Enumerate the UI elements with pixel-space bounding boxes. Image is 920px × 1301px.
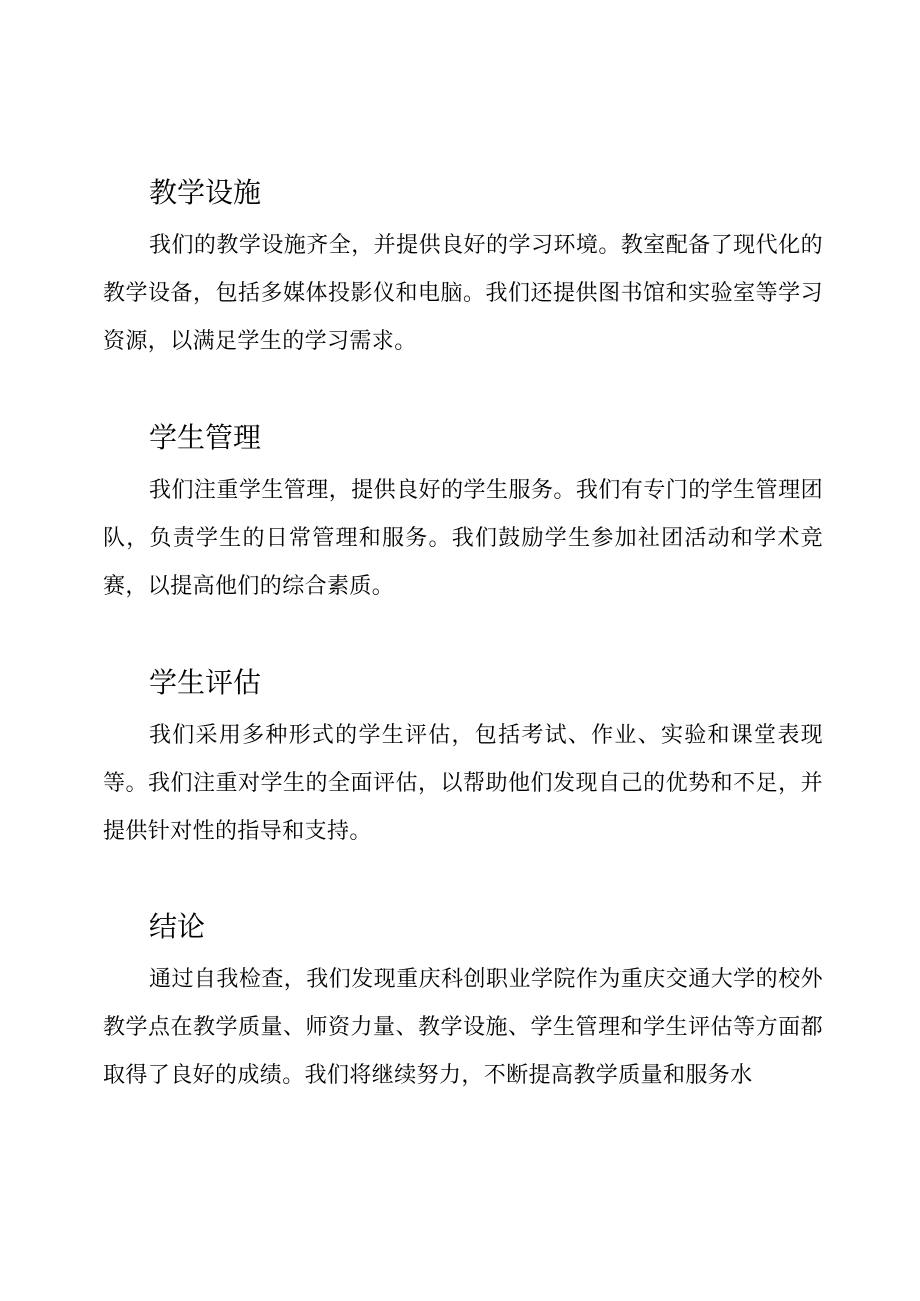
section-paragraph: 我们注重学生管理，提供良好的学生服务。我们有专门的学生管理团队，负责学生的日常管理和服务。我们鼓励学生参加社团活动和学术竞赛，以提高他们的综合素质。 <box>103 478 823 599</box>
section-student-management <box>103 421 823 611</box>
section-conclusion <box>103 910 823 1100</box>
section-heading: 学生管理 <box>149 421 262 454</box>
section-paragraph: 我们采用多种形式的学生评估，包括考试、作业、实验和课堂表现等。我们注重对学生的全面评估，以帮助他们发现自己的优势和不足，并提供针对性的指导和支持。 <box>103 723 823 844</box>
section-student-evaluation <box>103 666 823 856</box>
section-heading: 教学设施 <box>149 176 262 209</box>
section-teaching-facilities <box>103 176 823 366</box>
section-heading: 学生评估 <box>149 666 262 699</box>
section-paragraph: 我们的教学设施齐全，并提供良好的学习环境。教室配备了现代化的教学设备，包括多媒体投影仪和电脑。我们还提供图书馆和实验室等学习资源，以满足学生的学习需求。 <box>103 233 823 354</box>
section-heading: 结论 <box>149 910 206 943</box>
section-paragraph: 通过自我检查，我们发现重庆科创职业学院作为重庆交通大学的校外教学点在教学质量、师资力量、教学设施、学生管理和学生评估等方面都取得了良好的成绩。我们将继续努力，不断提高教学质量和服务水 <box>103 967 823 1088</box>
